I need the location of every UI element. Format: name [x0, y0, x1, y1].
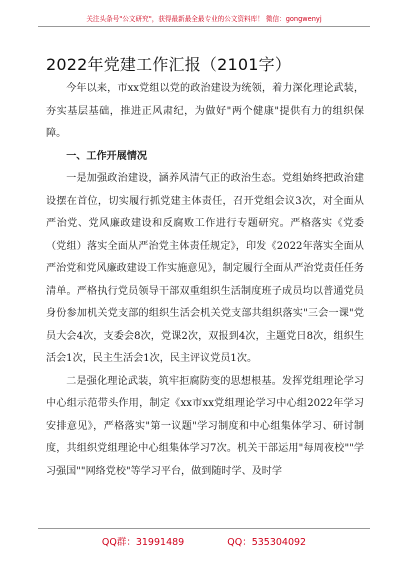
footer-divider [38, 528, 370, 529]
header-banner: 关注头条号"公文研究"，获得最新最全最专业的公文资料库！ 微信：gongwenyj [86, 15, 322, 23]
document-body [46, 78, 364, 483]
section-heading: 一、工作开展情况 [66, 150, 147, 162]
document-title: 2022年党建工作汇报（2101字） [46, 55, 292, 74]
header-divider [38, 26, 370, 27]
intro-paragraph: 今年以来，市xx党组以党的政治建设为统领，着力深化理论武装，夯实基层基础，推进正风肃纪，为做好"两个健康"提供有力的组织保障。 [46, 83, 364, 139]
footer-qq: QQ：535304092 [227, 537, 307, 548]
body-paragraph-1: 一是加强政治建设，涵养风清气正的政治生态。党组始终把政治建设摆在首位，切实履行抓党建主体责任，召开党组会议3次，对全面从严治党、党风廉政建设和反腐败工作进行专题研究。严格落实《党委（党组）落实全面从严治党主体责任规定》，印发《2022年落实全面从严治党和党风廉政建设工作实施意见》，制定履行全面从严治党责任任务清单。严格执行党员领导干部双重组织生活制度班子成员均以普通党员身份参加机关党支部的组织生活会机关党支部共组织落实"三会一课"党员大会4次，支委会8次，党课2次，双报到4次，主题党日8次，组织生活会1次，民主生活会1次，民主评议党员1次。 [46, 173, 364, 364]
footer [0, 534, 408, 548]
footer-qq-group: QQ群：31991489 [101, 537, 185, 548]
body-paragraph-2: 二是强化理论武装，筑牢拒腐防变的思想根基。发挥党组理论学习中心组示范带头作用，制定《xx市xx党组理论学习中心组2022年学习安排意见》，严格落实"第一议题"学习制度和中心组集体学习、研讨制度，共组织党组理论中心组集体学习7次。机关干部运用"每周夜校""学习强国""网络党校"等学习平台，做到随时学、及时学 [46, 375, 364, 477]
